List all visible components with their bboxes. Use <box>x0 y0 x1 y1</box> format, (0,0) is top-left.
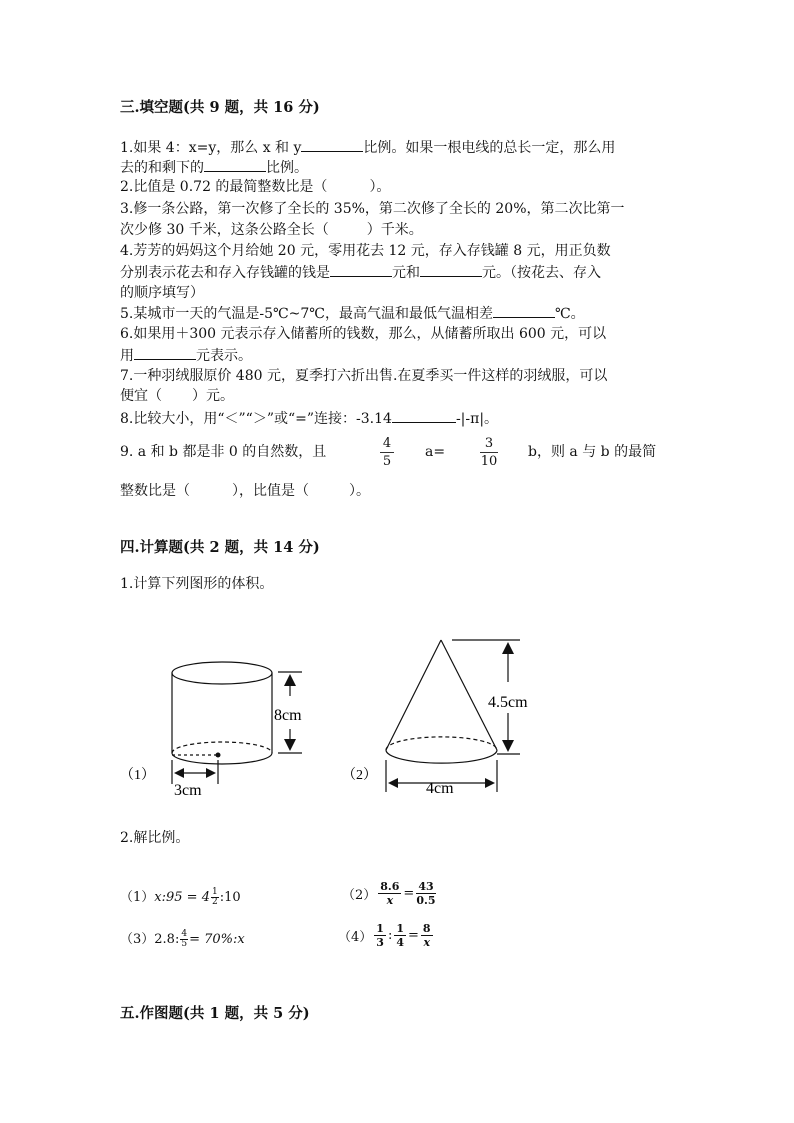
eq4-fraction-b <box>394 922 406 949</box>
q4-text-b: 分别表示花去和存入存钱罐的钱是 <box>120 265 330 281</box>
q7-text-b: 便宜（ <box>120 388 162 404</box>
section-4-title: 四.计算题(共 2 题，共 14 分) <box>120 539 320 556</box>
eq2-left-fraction <box>378 880 401 907</box>
equation-4 <box>338 922 435 949</box>
cylinder-top-ellipse <box>172 662 272 684</box>
cylinder-bottom-back <box>172 742 272 753</box>
eq4-a-num: 1 <box>376 922 384 935</box>
eq4-equals: = <box>407 928 419 943</box>
equation-3 <box>120 928 245 949</box>
cylinder-arrow-down-head <box>284 739 296 751</box>
q9-frac2-denominator: 10 <box>480 454 498 469</box>
eq1-frac-num: 1 <box>211 887 218 897</box>
eq1-left: x:95 = 4 <box>154 890 210 905</box>
q2-text-b: ）。 <box>369 179 391 195</box>
q9-text-a: 9. a 和 b 都是非 0 的自然数，且 <box>120 444 327 460</box>
q5-text-a: 5.某城市一天的气温是-5℃~7℃，最高气温和最低气温相差 <box>120 306 493 322</box>
eq2-right-fraction <box>416 880 435 907</box>
q5-text-b: ℃。 <box>554 306 585 322</box>
q8-text-a: 8.比较大小，用“＜”“＞”或“=”连接：-3.14 <box>120 411 392 427</box>
eq4-c-num: 8 <box>422 922 431 935</box>
eq4-c-den: x <box>423 936 430 949</box>
cone-figure <box>386 640 497 763</box>
q4-text-d: 元。（按花去、存入 <box>482 265 601 281</box>
q9-text-b: b，则 a 与 b 的最简 <box>528 444 657 460</box>
equation-1 <box>120 886 241 907</box>
cylinder-radius-label: 3cm <box>174 782 202 799</box>
eq2-equals: = <box>403 886 415 901</box>
q8-text-b: -|-π|。 <box>455 411 499 427</box>
cone-arrow-down-head <box>502 740 514 752</box>
question-1-line-2 <box>120 157 308 178</box>
eq1-fraction <box>211 888 219 907</box>
q1-text-d: 比例。 <box>266 160 308 176</box>
q9-text-e: ）。 <box>349 483 370 499</box>
q4-blank-2[interactable] <box>420 262 482 277</box>
cylinder-height-label: 8cm <box>274 707 302 724</box>
question-7-line-1: 7.一种羽绒服原价 480 元，夏季打六折出售.在夏季买一件这样的羽绒服，可以 <box>120 368 608 384</box>
q4-blank-1[interactable] <box>330 262 392 277</box>
q1-text-a: 1.如果 4：x=y，那么 x 和 y <box>120 140 302 156</box>
question-3-line-2 <box>120 220 423 240</box>
eq2-r-den: 0.5 <box>416 894 436 907</box>
q3-text-b: 次少修 30 千米，这条公路全长（ <box>120 222 329 238</box>
eq4-fraction-a <box>374 922 386 949</box>
eq4-fraction-c <box>421 922 433 949</box>
q9-text-d: ），比值是（ <box>232 483 309 499</box>
eq3-frac-den: 5 <box>181 939 188 949</box>
eq4-colon: : <box>387 928 393 943</box>
q7-text-c: ）元。 <box>192 388 234 404</box>
radius-arrow-left-head <box>174 768 184 778</box>
q9-fraction-2 <box>477 436 501 469</box>
cone-height-label: 4.5cm <box>488 694 528 711</box>
question-6-line-1: 6.如果用＋300 元表示存入储蓄所的钱数，那么，从储蓄所取出 600 元，可以 <box>120 326 607 342</box>
eq3-label: （3） <box>120 932 155 947</box>
q1-blank-1[interactable] <box>301 137 363 152</box>
q9-frac2-numerator: 3 <box>484 436 494 451</box>
cone-base-front <box>386 750 497 763</box>
eq3-left: 2.8: <box>154 932 180 947</box>
eq3-right: = 70%:x <box>189 932 245 947</box>
eq4-label: （4） <box>338 930 373 945</box>
q6-blank[interactable] <box>134 345 196 360</box>
question-8 <box>120 408 498 429</box>
cone-arrow-up-head <box>502 642 514 654</box>
eq3-frac-num: 4 <box>181 929 188 939</box>
eq4-a-den: 3 <box>376 936 384 949</box>
cone-left-side <box>386 640 441 750</box>
q4-text-c: 元和 <box>392 265 420 281</box>
q9-fraction-1 <box>378 436 396 469</box>
question-1-line-1 <box>120 137 615 158</box>
question-4-line-1: 4.芳芳的妈妈这个月给她 20 元，零用花去 12 元，存入存钱罐 8 元，用正负数 <box>120 243 611 259</box>
eq3-fraction <box>180 930 188 949</box>
q9-frac1-numerator: 4 <box>382 436 392 451</box>
q6-text-c: 元表示。 <box>196 348 252 364</box>
section-3-title: 三.填空题(共 9 题，共 16 分) <box>120 99 320 116</box>
cone-diameter-label: 4cm <box>426 780 454 797</box>
radius-arrow-right-head <box>206 768 216 778</box>
calc-question-2: 2.解比例。 <box>120 830 190 846</box>
cylinder-arrow-up-head <box>284 674 296 686</box>
diameter-arrow-left-head <box>388 778 398 788</box>
q9-text-c: 整数比是（ <box>120 483 190 499</box>
question-3-line-1: 3.修一条公路，第一次修了全长的 35%，第二次修了全长的 20%，第二次比第一 <box>120 201 625 217</box>
eq2-l-den: x <box>386 894 394 907</box>
diameter-arrow-right-head <box>485 778 495 788</box>
q9-frac1-bar <box>380 452 394 453</box>
q8-blank[interactable] <box>392 408 456 423</box>
eq2-l-num: 8.6 <box>380 880 400 893</box>
equation-2 <box>342 880 438 907</box>
eq1-right: :10 <box>219 890 241 905</box>
q3-text-c: ）千米。 <box>366 222 423 238</box>
q5-blank[interactable] <box>493 303 555 318</box>
q9-frac1-denominator: 5 <box>382 454 392 469</box>
calc-question-1: 1.计算下列图形的体积。 <box>120 576 274 592</box>
section-5-title: 五.作图题(共 1 题，共 5 分) <box>120 1005 310 1022</box>
q1-blank-2[interactable] <box>204 157 266 172</box>
q1-text-b: 比例。如果一根电线的总长一定，那么用 <box>363 140 616 156</box>
q9-mid: a= <box>425 444 446 460</box>
q6-text-b: 用 <box>120 348 134 364</box>
question-5 <box>120 303 585 324</box>
cylinder-figure <box>172 662 272 764</box>
eq2-label: （2） <box>342 888 377 903</box>
eq4-b-den: 4 <box>396 936 404 949</box>
eq4-b-num: 1 <box>396 922 404 935</box>
eq1-frac-den: 2 <box>211 897 218 907</box>
volume-figures <box>0 600 794 810</box>
question-9-line-2 <box>120 481 370 501</box>
q9-frac2-bar <box>480 452 498 453</box>
eq1-label: （1） <box>120 890 155 905</box>
question-6-line-2 <box>120 345 252 366</box>
question-4-line-2 <box>120 262 601 283</box>
q2-text-a: 2.比值是 0.72 的最简整数比是（ <box>120 179 328 195</box>
question-7-line-2 <box>120 386 234 406</box>
cone-base-back <box>386 737 497 750</box>
eq2-r-num: 43 <box>418 880 434 893</box>
question-2 <box>120 177 390 197</box>
cylinder-center-dot <box>216 753 221 758</box>
figure-2-label: （2） <box>342 768 377 783</box>
question-4-line-3: 的顺序填写） <box>120 285 204 301</box>
q1-text-c: 去的和剩下的 <box>120 160 204 176</box>
figure-1-label: （1） <box>120 768 155 783</box>
